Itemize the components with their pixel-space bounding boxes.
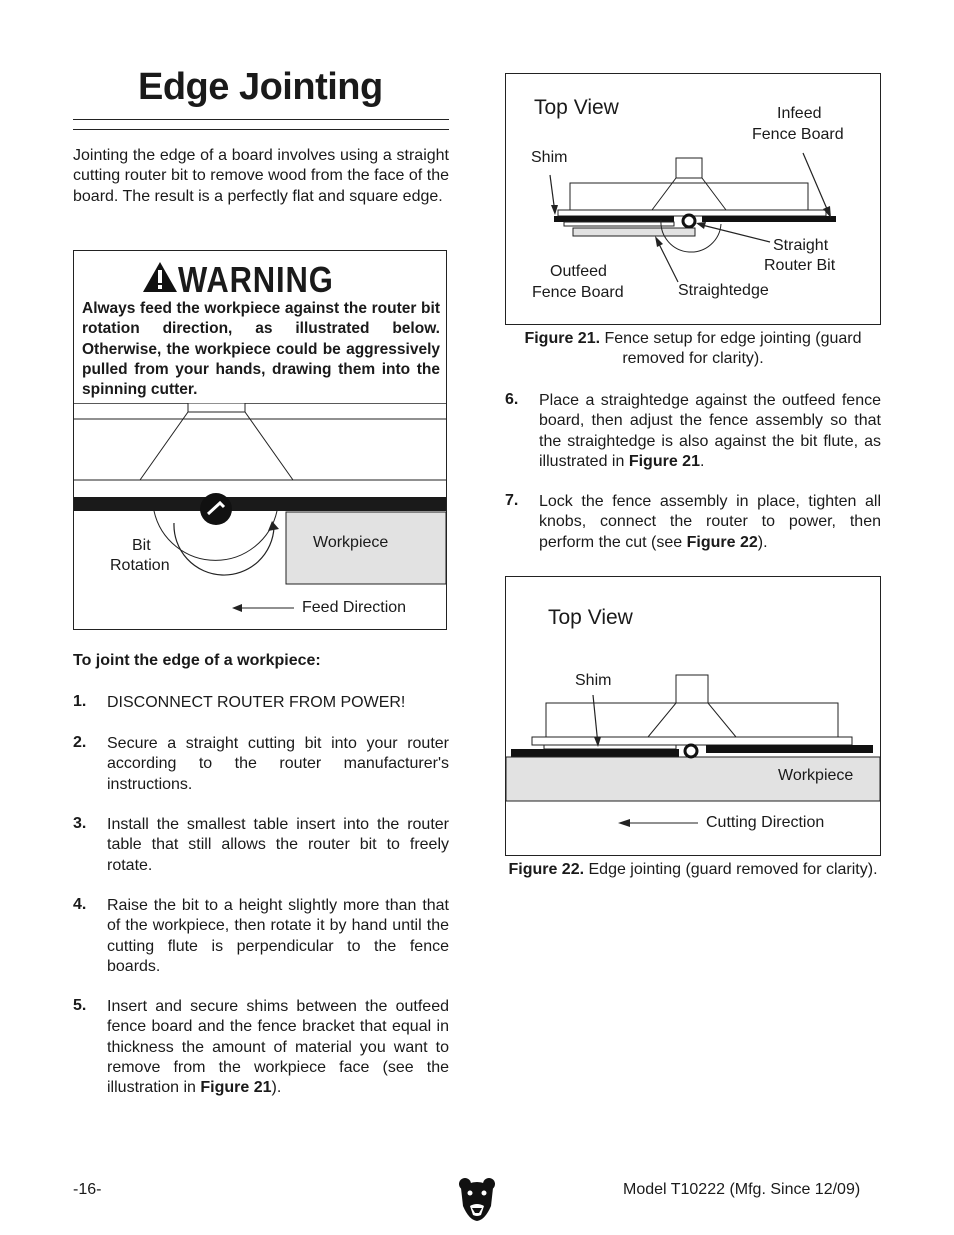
- page-title: Edge Jointing: [138, 66, 383, 108]
- intro-paragraph: Jointing the edge of a board involves using a straight cutting router bit to remove wood from the face of the board. The result is a perfectly flat and square edge.: [73, 147, 449, 205]
- step-6-text: Place a straightedge against the outfeed fence board, then adjust the fence assembly so that the straightedge is also against the bit flute, as illustrated in Figure 21.: [539, 392, 881, 470]
- step-7-number: 7.: [505, 492, 519, 509]
- warning-diagram: [74, 403, 446, 629]
- shim-label: Shim: [531, 149, 568, 166]
- step-5-number: 5.: [73, 997, 87, 1014]
- procedure-heading: To joint the edge of a workpiece:: [73, 652, 321, 669]
- step-3-text: Install the smallest table insert into the router table that still allows the router bit to freely rotate.: [107, 816, 449, 874]
- step-6-number: 6.: [505, 391, 519, 408]
- bit-rotation-label-2: Rotation: [110, 557, 170, 574]
- figure-22-reference: Figure 22: [686, 533, 758, 551]
- warning-triangle-icon: [142, 261, 178, 293]
- step-1-text: DISCONNECT ROUTER FROM POWER!: [107, 694, 406, 711]
- step-4-number: 4.: [73, 896, 87, 913]
- step-7-text: Lock the fence assembly in place, tighten all knobs, connect the router to power, then perform the cut (see Figure 22).: [539, 493, 881, 551]
- straightedge-label: Straightedge: [678, 282, 769, 299]
- model-info: Model T10222 (Mfg. Since 12/09): [623, 1181, 861, 1198]
- step-1-number: 1.: [73, 693, 87, 710]
- figure-21-caption: Figure 21. Fence setup for edge jointing (guard removed for clarity).: [524, 330, 862, 367]
- bit-rotation-label-1: Bit: [132, 537, 151, 554]
- page-number: -16-: [73, 1181, 102, 1198]
- workpiece-label: Workpiece: [313, 534, 389, 551]
- figure-21-reference-step6: Figure 21: [628, 452, 700, 470]
- infeed-label-2: Fence Board: [752, 126, 844, 143]
- step-3-number: 3.: [73, 815, 87, 832]
- outfeed-label-2: Fence Board: [532, 284, 624, 301]
- figure-21: [505, 73, 881, 325]
- figure-21-reference: Figure 21: [200, 1079, 272, 1097]
- outfeed-label-1: Outfeed: [550, 263, 607, 280]
- figure-22: [505, 576, 881, 856]
- infeed-label-1: Infeed: [777, 105, 822, 122]
- step-4-text: Raise the bit to a height slightly more than that of the workpiece, then rotate it by hand until the cutting flute is perpendicular to the fence boards.: [107, 897, 449, 975]
- straight-bit-label-2: Router Bit: [764, 257, 836, 274]
- workpiece-label-fig22: Workpiece: [778, 767, 854, 784]
- step-5-text: Insert and secure shims between the outfeed fence board and the fence bracket that equal in thickness the amount of material you want to remove from the workpiece face (see the illustration in Figure 21).: [107, 998, 449, 1097]
- cutting-direction-label: Cutting Direction: [706, 814, 825, 831]
- step-2-text: Secure a straight cutting bit into your router according to the router manufacturer's instructions.: [107, 735, 449, 793]
- warning-box: [73, 250, 447, 630]
- warning-text: Always feed the workpiece against the router bit rotation direction, as illustrated below. Otherwise, the workpiece could be aggressively pulled from your hands, drawing them into the spinning cutter.: [82, 300, 440, 399]
- straight-bit-label-1: Straight: [773, 237, 829, 254]
- warning-heading: WARNING: [178, 259, 334, 300]
- title-rule-top: [73, 119, 449, 120]
- feed-direction-label: Feed Direction: [302, 599, 407, 616]
- figure-22-caption: Figure 22. Edge jointing (guard removed for clarity).: [508, 861, 878, 878]
- figure-21-view-title: Top View: [534, 96, 619, 119]
- figure-22-view-title: Top View: [548, 606, 633, 629]
- grizzly-bear-logo-icon: [457, 1176, 497, 1222]
- step-2-number: 2.: [73, 734, 87, 751]
- shim-label-fig22: Shim: [575, 672, 612, 689]
- title-rule-bottom: [73, 129, 449, 130]
